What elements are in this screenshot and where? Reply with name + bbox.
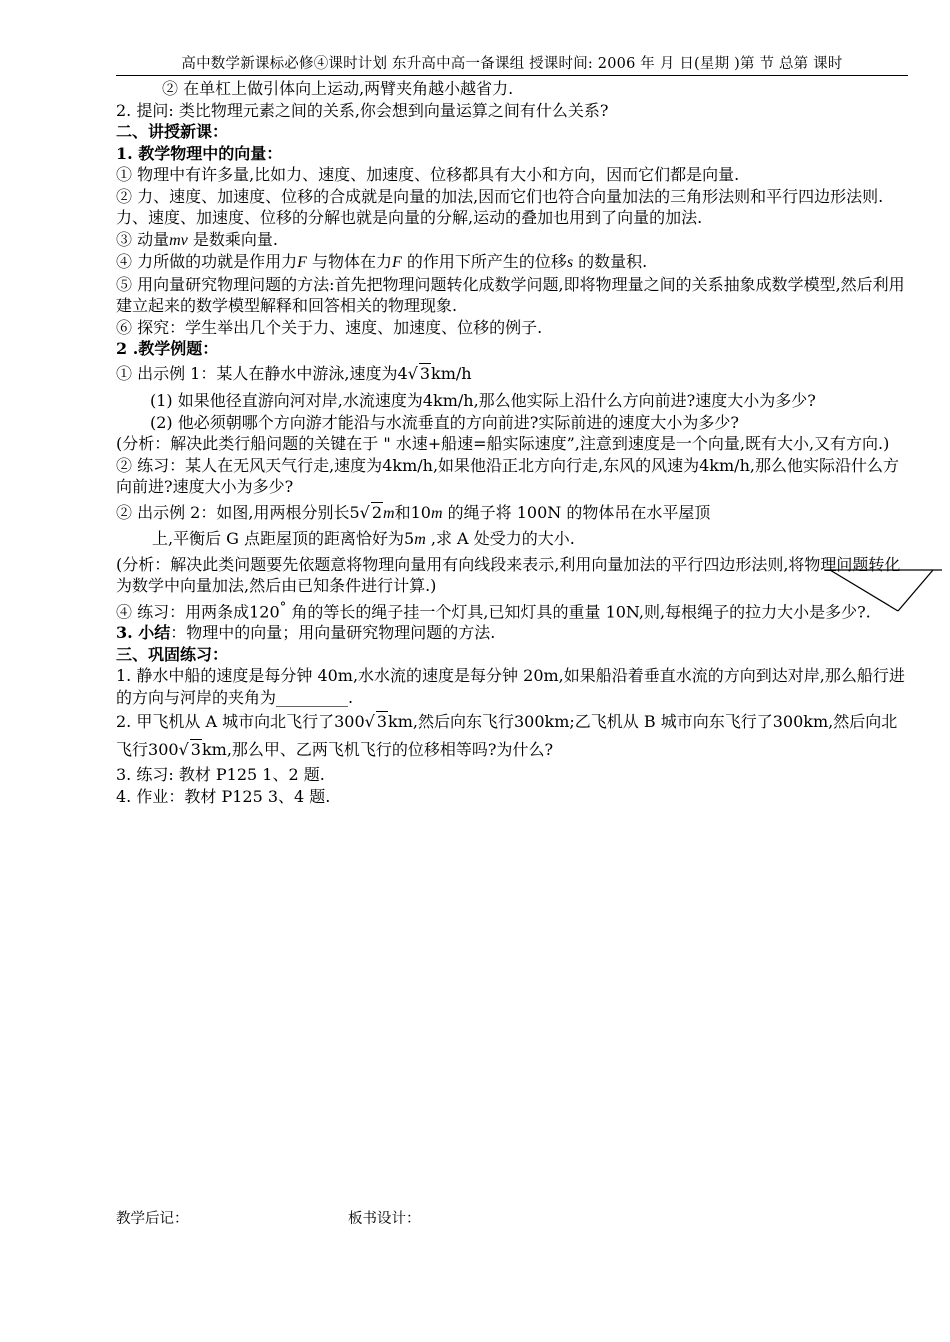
exercise <box>116 597 911 623</box>
paragraph: ⑤ 用向量研究物理问题的方法:首先把物理问题转化成数学问题,即将物理量之间的关系抽象成数学模型,然后利用建立起来的数学模型解释和回答相关的物理现象. <box>116 274 905 315</box>
text: 的作用下所产生的位移 <box>401 252 567 271</box>
text: 的数量积. <box>573 252 648 271</box>
formula: 4km/h <box>699 455 750 475</box>
left-rope <box>830 570 898 611</box>
text: ② 出示例 2：如图,用两根分别长 <box>116 502 350 522</box>
paragraph: ② 力、速度、加速度、位移的合成就是向量的加法,因而它们也符合向量加法的三角形法则和平行四边形法则. 力、速度、加速度、位移的分解也就是向量的分解,运动的叠加也用到了向量的加法. <box>116 186 884 227</box>
text: 上,平衡后 G 点距屋顶的距离恰好为 <box>152 529 405 548</box>
text: 的绳子将 100N 的物体吊在水平屋顶 <box>442 502 711 522</box>
formula: 4km/h <box>382 455 433 475</box>
example-question <box>116 390 911 412</box>
formula: 10 <box>410 502 431 522</box>
radicand: 3 <box>376 712 388 732</box>
text: (1) 如果他径直游向河对岸,水流速度为 <box>150 391 423 410</box>
summary-heading: 3. 小结 <box>116 623 171 643</box>
analysis: (分析：解决此类行船问题的关键在于 " 水速+船速=船实际速度”,注意到速度是一个向量,既有大小,又有方向.) <box>116 434 890 453</box>
text: ,那么他实际上沿什么方向前进?速度大小为多少? <box>473 391 816 410</box>
text: 与物体在力 <box>306 252 392 271</box>
page-header: 高中数学新课标必修④课时计划 东升高中高一备课组 授课时间: 2006 年 月 日(星期 )第 节 总第 课时 <box>116 52 908 76</box>
text-line: 2. 提问: 类比物理元素之间的关系,你会想到向量运算之间有什么关系? <box>116 100 609 120</box>
practice-question: 3. 练习: 教材 P125 1、2 题. <box>116 765 325 785</box>
paragraph <box>116 251 911 274</box>
practice-question: 4. 作业：教材 P125 3、4 题. <box>116 786 331 806</box>
unit: km <box>388 712 413 732</box>
sqrt-sign: √ <box>364 712 375 732</box>
text: ① 出示例 1：某人在静水中游泳,速度为 <box>116 363 398 383</box>
formula: F <box>297 254 307 271</box>
rope-triangle-figure <box>820 565 946 615</box>
formula: 4 <box>397 363 408 383</box>
paragraph <box>116 229 911 252</box>
text: ,那么他实际沿什么方向前进?速度大小为多少? <box>116 455 899 496</box>
analysis: (分析：解决此类问题要先依题意将物理向量用有向线段来表示,利用向量加法的平行四边形法则,将物理问题转化为数学中向量加法,然后由已知条件进行计算.) <box>116 554 901 595</box>
right-rope <box>898 570 933 611</box>
formula: 300 <box>334 712 365 732</box>
unit: m <box>383 504 395 522</box>
section-heading: 二、讲授新课： <box>116 122 229 141</box>
example-question: (2) 他必须朝哪个方向游才能沿与水流垂直的方向前进?实际前进的速度大小为多少? <box>150 412 739 432</box>
formula: 120 <box>249 601 280 621</box>
sqrt-sign: √ <box>359 502 370 522</box>
text: 2. 甲飞机从 A 城市向北飞行了 <box>116 712 335 732</box>
text: 角的等长的绳子挂一个灯具,已知灯具的重量 10N,则,每根绳子的拉力大小是多少?. <box>286 601 871 621</box>
lesson-content <box>116 78 911 807</box>
sqrt-sign: √ <box>178 740 189 760</box>
text: ：物理中的向量；用向量研究物理问题的方法. <box>170 623 496 643</box>
example <box>116 502 911 525</box>
formula: 5 <box>349 502 360 522</box>
radicand: 3 <box>419 363 431 383</box>
practice-question: 1. 静水中船的速度是每分钟 40m,水水流的速度是每分钟 20m,如果船沿着垂直水流的方向到达对岸,那么船行进的方向与河岸的夹角为_________. <box>116 666 905 707</box>
text: ,然后向北飞行 <box>116 712 898 760</box>
formula: 300km <box>772 712 829 732</box>
unit: m <box>430 504 443 522</box>
formula: 5 <box>404 529 415 548</box>
text-line: ② 在单杠上做引体向上运动,两臂夹角越小越省力. <box>162 79 514 98</box>
practice-question <box>116 708 911 764</box>
text: ③ 动量 <box>116 229 170 249</box>
text: ,求 A 处受力的大小. <box>425 529 575 548</box>
formula: mv <box>169 231 188 249</box>
summary <box>116 622 911 644</box>
text: ② 练习：某人在无风天气行走,速度为 <box>116 455 383 475</box>
text: ④ 力所做的功就是作用力 <box>116 252 298 271</box>
example <box>116 528 911 551</box>
paragraph: ⑥ 探究：学生举出几个关于力、速度、加速度、位移的例子. <box>116 317 543 337</box>
subsection-heading: 2 .教学例题： <box>116 339 219 358</box>
radicand: 3 <box>190 740 201 760</box>
teaching-notes-label: 教学后记： <box>116 1211 189 1227</box>
radicand: 2 <box>371 502 383 522</box>
exercise <box>116 455 911 498</box>
sqrt-sign: √ <box>407 363 418 383</box>
unit: m <box>414 531 426 548</box>
formula: 300km <box>514 712 570 732</box>
text: ,那么甲、乙两飞机飞行的位移相等吗?为什么? <box>226 740 554 760</box>
board-design-label: 板书设计： <box>348 1211 421 1227</box>
degree-sign: ° <box>279 599 287 615</box>
formula: 300 <box>148 740 179 760</box>
text: 是数乘向量. <box>187 229 278 249</box>
formula: F <box>391 254 402 271</box>
text: ,如果他沿正北方向行走,东风的风速为 <box>432 455 700 475</box>
unit: km/h <box>431 363 472 383</box>
unit: km <box>201 740 227 760</box>
text: ④ 练习：用两条成 <box>116 601 250 621</box>
formula: s <box>566 254 574 271</box>
text: ,然后向东飞行 <box>412 712 514 732</box>
formula: 4km/h <box>422 391 474 410</box>
text: 和 <box>394 502 411 522</box>
text: ;乙飞机从 B 城市向东飞行了 <box>569 712 773 732</box>
paragraph: ① 物理中有许多量,比如力、速度、加速度、位移都具有大小和方向，因而它们都是向量. <box>116 165 740 184</box>
example <box>116 363 911 385</box>
subsection-heading: 1. 教学物理中的向量： <box>116 143 283 163</box>
section-heading: 三、巩固练习： <box>116 644 229 664</box>
